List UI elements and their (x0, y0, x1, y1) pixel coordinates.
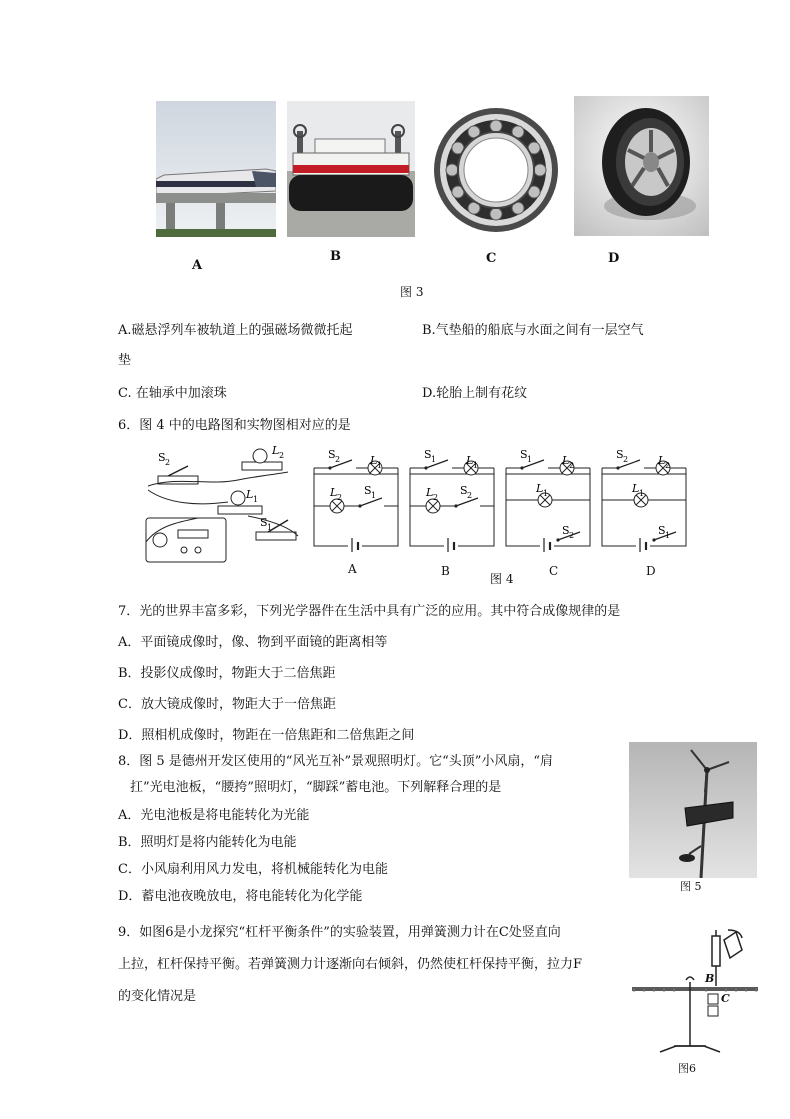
q8-stem-line2: 扛”光电池板，“腰挎”照明灯，“脚踩”蓄电池。下列解释合理的是 (130, 780, 502, 795)
tire-photo (574, 96, 709, 236)
circuit-label-subscript: 2 (335, 455, 341, 464)
circuit-label-subscript: 1 (543, 489, 549, 498)
q7-stem: 7．光的世界丰富多彩，下列光学器件在生活中具有广泛的应用。其中符合成像规律的是 (118, 604, 621, 619)
q5-option-a: A.磁悬浮列车被轨道上的强磁场微微托起 (118, 323, 353, 338)
q8-option-d: D．蓄电池夜晚放电，将电能转化为化学能 (118, 889, 363, 904)
q8-option-b: B．照明灯是将内能转化为电能 (118, 835, 297, 850)
circuit-label: S (520, 448, 528, 461)
circuit-label: S (616, 448, 624, 461)
q5-option-d: D.轮胎上制有花纹 (422, 386, 528, 401)
circuit-label-subscript: 1 (431, 455, 437, 464)
circuit-label: L (330, 486, 338, 499)
circuit-option-d: D (646, 564, 656, 578)
circuit-label-subscript: 2 (665, 461, 671, 470)
bearing-ball (534, 164, 546, 176)
circuit-diagram-d (602, 448, 686, 552)
fig4-caption: 图 4 (490, 572, 514, 586)
circuit-label-subscript: 2 (337, 493, 343, 502)
fig3-label-c: C (486, 251, 497, 266)
circuit-diagram-c (506, 448, 590, 552)
circuit-option-b: B (441, 564, 450, 578)
q7-option-c: C．放大镜成像时，物距大于一倍焦距 (118, 697, 336, 712)
circuit-diagram-b (410, 448, 494, 552)
q7-option-a: A．平面镜成像时，像、物到平面镜的距离相等 (118, 635, 388, 650)
hovercraft-photo (287, 101, 415, 237)
bearing-ball (490, 208, 502, 220)
photo-label-s2: S (158, 451, 166, 464)
q7-option-d: D．照相机成像时，物距在一倍焦距和二倍焦距之间 (118, 728, 415, 743)
circuit-option-a: A (348, 562, 357, 576)
circuit-label-subscript: 1 (377, 461, 383, 470)
switch-symbol (330, 460, 352, 468)
circuit-label: L (632, 482, 640, 495)
circuit-label-subscript: 2 (569, 461, 575, 470)
circuit-label: S (424, 448, 432, 461)
q7-option-b: B．投影仪成像时，物距大于二倍焦距 (118, 666, 336, 681)
circuit-label: L (426, 486, 434, 499)
svg-text:2: 2 (165, 458, 171, 467)
bearing-ball (490, 120, 502, 132)
fig5-caption: 图 5 (680, 880, 702, 893)
circuit-label-subscript: 1 (473, 461, 479, 470)
svg-text:1: 1 (267, 523, 273, 532)
switch-symbol (426, 460, 448, 468)
circuit-label: L (536, 482, 544, 495)
circuit-label: S (364, 484, 372, 497)
fig3-label-a: A (192, 258, 203, 273)
wind-solar-lamp-photo (629, 742, 757, 878)
svg-text:2: 2 (279, 451, 285, 460)
fig6-caption: 图6 (678, 1062, 696, 1075)
q9-stem-line1: 9．如图6是小龙探究“杠杆平衡条件”的实验装置，用弹簧测力计在C处竖直向 (118, 925, 561, 940)
svg-text:L: L (246, 488, 254, 501)
svg-text:S: S (260, 516, 268, 529)
circuit-label: S (658, 524, 666, 537)
ball-bearing-photo (428, 100, 564, 240)
circuit-label-subscript: 1 (639, 489, 645, 498)
circuit-label-subscript: 2 (433, 493, 439, 502)
circuit-option-c: C (549, 564, 559, 578)
circuit-diagrams (308, 448, 698, 580)
circuit-label-subscript: 1 (371, 491, 377, 500)
svg-text:1: 1 (253, 495, 259, 504)
q5-option-a-cont: 垫 (118, 353, 132, 368)
q8-option-a: A．光电池板是将电能转化为光能 (118, 808, 310, 823)
circuit-label: L (658, 454, 666, 467)
circuit-label-subscript: 2 (467, 491, 473, 500)
q9-stem-line3: 的变化情况是 (118, 989, 197, 1004)
circuit-label: L (370, 454, 378, 467)
circuit-label: L (562, 454, 570, 467)
q8-stem-line1: 8．图 5 是德州开发区使用的“风光互补”景观照明灯。它“头顶”小风扇，“肩 (118, 754, 554, 769)
circuit-label-subscript: 2 (623, 455, 629, 464)
circuit-label-subscript: 1 (527, 455, 533, 464)
fig3-caption: 图 3 (400, 285, 424, 299)
circuit-diagram-a (314, 448, 398, 552)
maglev-train-photo (156, 101, 276, 237)
fig3-label-b: B (330, 249, 341, 264)
q9-stem-line2: 上拉，杠杆保持平衡。若弹簧测力计逐渐向右倾斜，仍然使杠杆保持平衡，拉力F (118, 957, 583, 972)
q6-stem: 6．图 4 中的电路图和实物图相对应的是 (118, 418, 351, 433)
switch-symbol (522, 460, 544, 468)
q8-option-c: C．小风扇利用风力发电，将机械能转化为电能 (118, 862, 388, 877)
circuit-label: S (328, 448, 336, 461)
bearing-ball (446, 164, 458, 176)
circuit-label-subscript: 2 (569, 531, 575, 540)
circuit-label: S (460, 484, 468, 497)
lever-point-b: B (705, 972, 715, 985)
fig3-label-d: D (608, 251, 620, 266)
lever-apparatus (630, 922, 760, 1058)
switch-symbol (618, 460, 640, 468)
svg-text:L: L (272, 446, 280, 457)
circuit-label: L (466, 454, 474, 467)
q5-option-c: C. 在轴承中加滚珠 (118, 386, 227, 401)
circuit-label-subscript: 1 (665, 531, 671, 540)
circuit-photo (138, 446, 306, 566)
q5-option-b: B.气垫船的船底与水面之间有一层空气 (422, 323, 644, 338)
circuit-label: S (562, 524, 570, 537)
lever-point-c: C (721, 992, 730, 1005)
